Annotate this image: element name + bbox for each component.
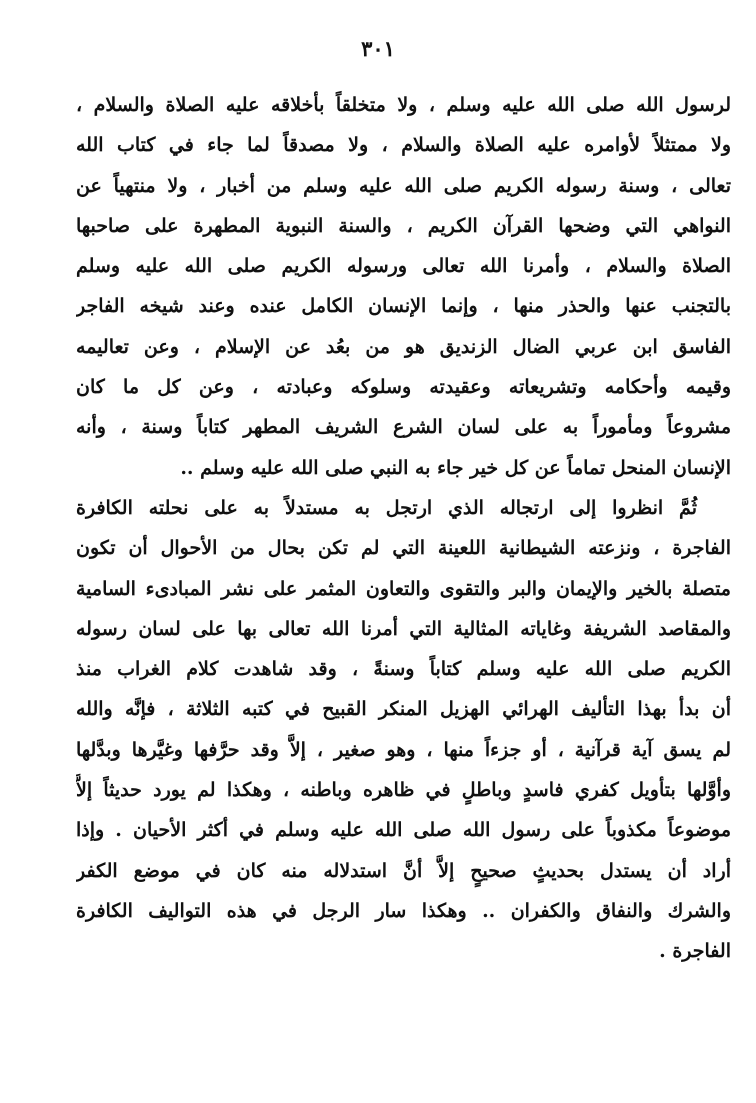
text-line: النواهي التي وضحها القرآن الكريم ، والسنة النبوية المطهرة على صاحبها [76,214,731,237]
text-line: لرسول الله صلى الله عليه وسلم ، ولا متخلقاً بأخلاقه عليه الصلاة والسلام ، [76,94,731,116]
text-line: الصلاة والسلام ، وأمرنا الله تعالى ورسوله الكريم صلى الله عليه وسلم [76,255,731,278]
text-line: الكريم صلى الله عليه وسلم كتاباً وسنةً ، وقد شاهدت كلام الغراب منذ [76,658,731,681]
text-line: بالتجنب عنها والحذر منها ، وإنما الإنسان الكامل عنده وعند شيخه الفاجر [76,295,731,318]
text-line: ثُمَّ انظروا إلى ارتجاله الذي ارتجل به مستدلاً به على نحلته الكافرة [76,496,697,519]
text-line: موضوعاً مكذوباً على رسول الله صلى الله عليه وسلم في أكثر الأحيان . وإذا [76,819,731,842]
text-line: لم يسق آية قرآنية ، أو جزءاً منها ، وهو صغير ، إلاَّ وقد حرَّفها وغيَّرها وبدَّلها [76,738,731,761]
body-text [76,85,731,972]
text-line: والشرك والنفاق والكفران .. وهكذا سار الرجل في هذه التواليف الكافرة [76,899,731,922]
text-line: أراد أن يستدل بحديثٍ صحيحٍ إلاَّ أنَّ استدلاله منه كان في موضع الكفر [76,859,731,882]
text-line: متصلة بالخير والإيمان والبر والتقوى والتعاون المثمر على نشر المبادىء السامية [76,577,731,600]
text-line: تعالى ، وسنة رسوله الكريم صلى الله عليه وسلم من أخبار ، ولا منتهياً عن [76,174,731,197]
text-line: الفاسق ابن عربي الضال الزنديق هو من بعُد عن الإسلام ، وعن تعاليمه [76,335,731,358]
text-line: الفاجرة . [659,940,731,963]
text-line: الإنسان المنحل تماماً عن كل خير جاء به النبي صلى الله عليه وسلم .. [180,456,731,479]
text-line: الفاجرة ، ونزعته الشيطانية اللعينة التي لم تكن بحال من الأحوال أن تكون [76,537,731,560]
text-line: وأوَّلها بتأويل كفري فاسدٍ وباطلٍ في ظاهره وباطنه ، وهكذا لم يورد حديثاً إلاَّ [76,779,731,802]
text-line: وقيمه وأحكامه وتشريعاته وعقيدته وسلوكه وعبادته ، وعن كل ما كان [76,376,731,399]
page-number: ٣٠١ [361,36,395,61]
text-line: ولا ممتثلاً لأوامره عليه الصلاة والسلام ، ولا مصدقاً لما جاء في كتاب الله [76,134,731,157]
text-line: أن بدأ بهذا التأليف الهرائي الهزيل المنكر القبيح في كتبه الثلاثة ، فإنَّه والله [76,698,731,721]
text-line: والمقاصد الشريفة وغاياته المثالية التي أمرنا الله تعالى بها على لسان رسوله [76,617,731,640]
text-line: مشروعاً ومأموراً به على لسان الشرع الشريف المطهر كتاباً وسنة ، وأنه [76,416,731,439]
